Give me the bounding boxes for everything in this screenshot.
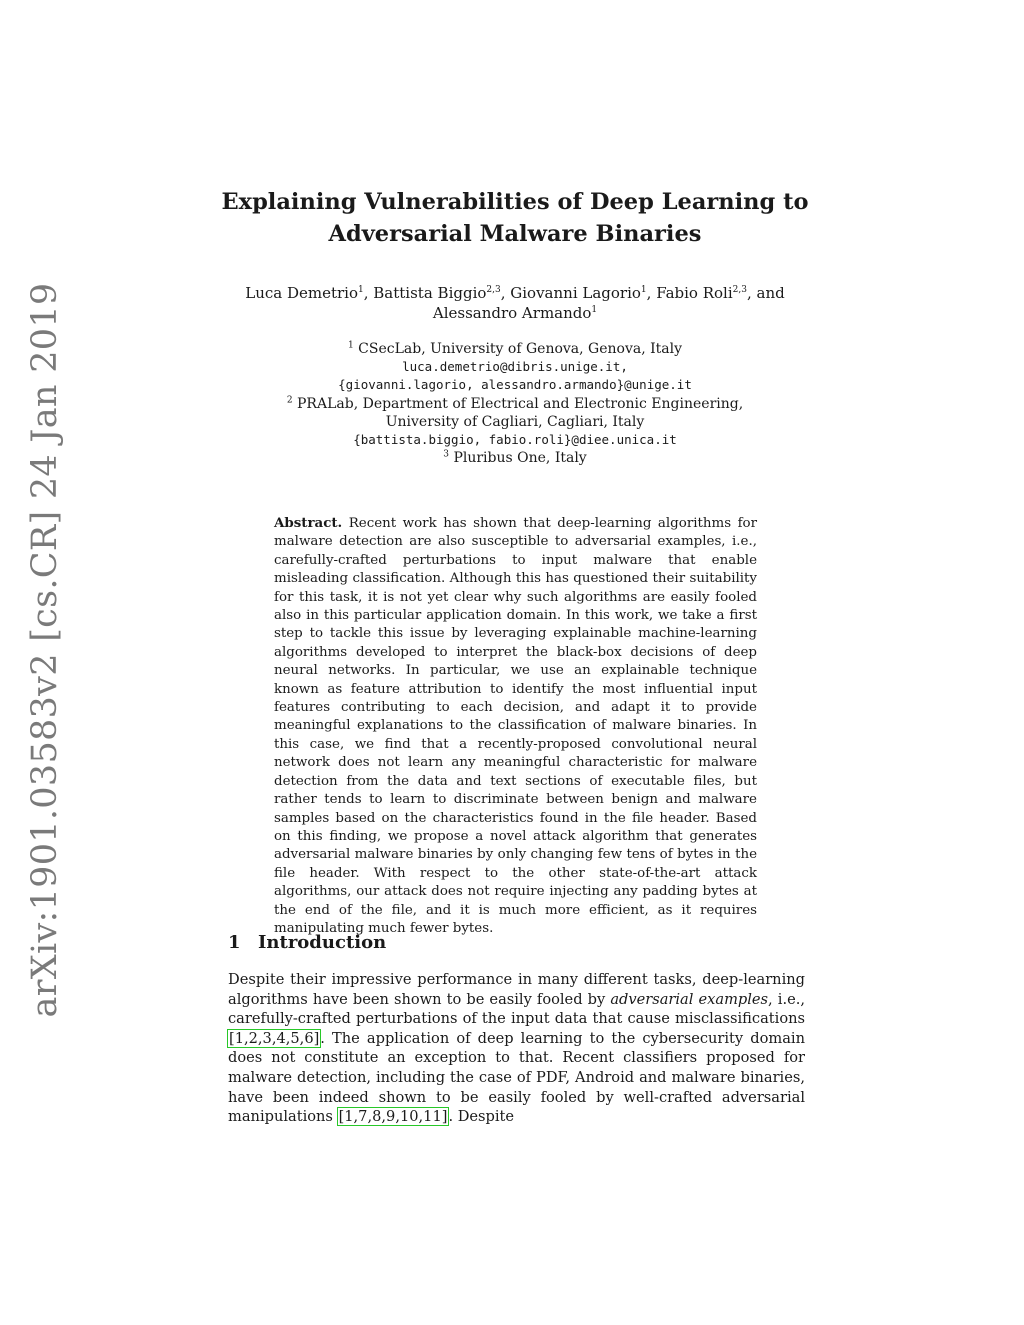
- section-title: Introduction: [258, 932, 387, 953]
- affil-mark: 1: [347, 340, 354, 351]
- affil-mark: 3: [443, 449, 449, 460]
- author-affil-mark: 1: [640, 285, 647, 295]
- section-number: 1: [228, 932, 241, 953]
- affil-email: {giovanni.lagorio, alessandro.armando}@unige.it: [338, 377, 692, 393]
- author-name: Luca Demetrio: [245, 284, 359, 302]
- affil-name-cont: University of Cagliari, Cagliari, Italy: [385, 413, 645, 430]
- affiliation-1: [230, 340, 800, 358]
- author-name: , Fabio Roli: [646, 284, 733, 302]
- author-line-1: [230, 283, 800, 303]
- author-separator: , and: [746, 284, 785, 302]
- abstract-text: Recent work has shown that deep-learning algorithms for malware detection are also susceptible to adversarial examples, i.e., carefully-crafted perturbations to input malware that enable misleading classification. Although this has questioned their suitability for this task, it is not yet clear why such algorithms are easily fooled also in this particular application domain. In this work, we take a first step to tackle this issue by leveraging explainable machine-learning algorithms developed to interpret the black-box decisions of deep neural networks. In particular, we use an explainable technique known as feature attribution to identify the most influential input features contributing to each decision, and adapt it to provide meaningful explanations to the classification of malware binaries. In this case, we find that a recently-proposed convolutional neural network does not learn any meaningful characteristic for malware detection from the data and text sections of executable files, but rather tends to learn to discriminate between benign and malware samples based on the characteristics found in the file header. Based on this finding, we propose a novel attack algorithm that generates adversarial malware binaries by only changing few tens of bytes in the file header. With respect to the other state-of-the-art attack algorithms, our attack does not require injecting any padding bytes at the end of the file, and it is much more efficient, as it requires manipulating much fewer bytes.: [274, 516, 757, 936]
- arxiv-id-text: arXiv:1901.03583v2 [cs.CR] 24 Jan 2019: [25, 282, 65, 1018]
- author-line-2: [230, 303, 800, 323]
- intro-emphasis: adversarial examples: [610, 990, 769, 1008]
- intro-text: . Despite: [448, 1108, 515, 1126]
- paper-title: [220, 186, 810, 250]
- affil-email: {battista.biggio, fabio.roli}@diee.unica.it: [353, 432, 677, 448]
- author-affil-mark: 1: [358, 285, 364, 295]
- author-name: , Battista Biggio: [363, 284, 487, 302]
- affiliation-3: [230, 449, 800, 467]
- intro-text: . The application of deep learning to the cybersecurity domain does not constitute an exception to that. Recent classifiers proposed for malware detection, including the case of PDF, Android and malware binaries, have been indeed shown to be easily fooled by well-crafted adversarial manipulations: [228, 1029, 805, 1126]
- affiliation-2: [230, 395, 800, 413]
- author-affil-mark: 2,3: [732, 285, 747, 295]
- author-name: , Giovanni Lagorio: [500, 284, 641, 302]
- section-heading: [228, 932, 386, 953]
- author-affil-mark: 1: [591, 305, 598, 315]
- affil-mark: 2: [286, 394, 293, 405]
- intro-text: , i.e., carefully-crafted perturbations of the input data that cause misclassifications: [228, 990, 805, 1028]
- affil-name: CSecLab, University of Genova, Genova, Italy: [353, 341, 683, 357]
- citation-link[interactable]: [1,2,3,4,5,6]: [229, 1029, 320, 1047]
- arxiv-sidebar-stamp: [22, 282, 68, 1018]
- affiliations: [230, 340, 800, 467]
- intro-text: Despite their impressive performance in many different tasks, deep-learning algorithms have been shown to be easily fooled by: [228, 971, 805, 1008]
- citation-link[interactable]: [1,7,8,9,10,11]: [338, 1108, 448, 1126]
- author-affil-mark: 2,3: [486, 285, 501, 295]
- author-name: Alessandro Armando: [432, 304, 592, 322]
- affil-email: luca.demetrio@dibris.unige.it,: [402, 359, 628, 375]
- abstract-label: Abstract.: [274, 515, 343, 531]
- title-line-2: Adversarial Malware Binaries: [328, 221, 702, 247]
- intro-paragraph: [228, 970, 805, 1127]
- author-list: [230, 283, 800, 323]
- abstract: [274, 514, 757, 938]
- title-line-1: Explaining Vulnerabilities of Deep Learning to: [221, 189, 809, 215]
- affil-name: PRALab, Department of Electrical and Electronic Engineering,: [292, 395, 744, 412]
- affil-name: Pluribus One, Italy: [449, 450, 587, 467]
